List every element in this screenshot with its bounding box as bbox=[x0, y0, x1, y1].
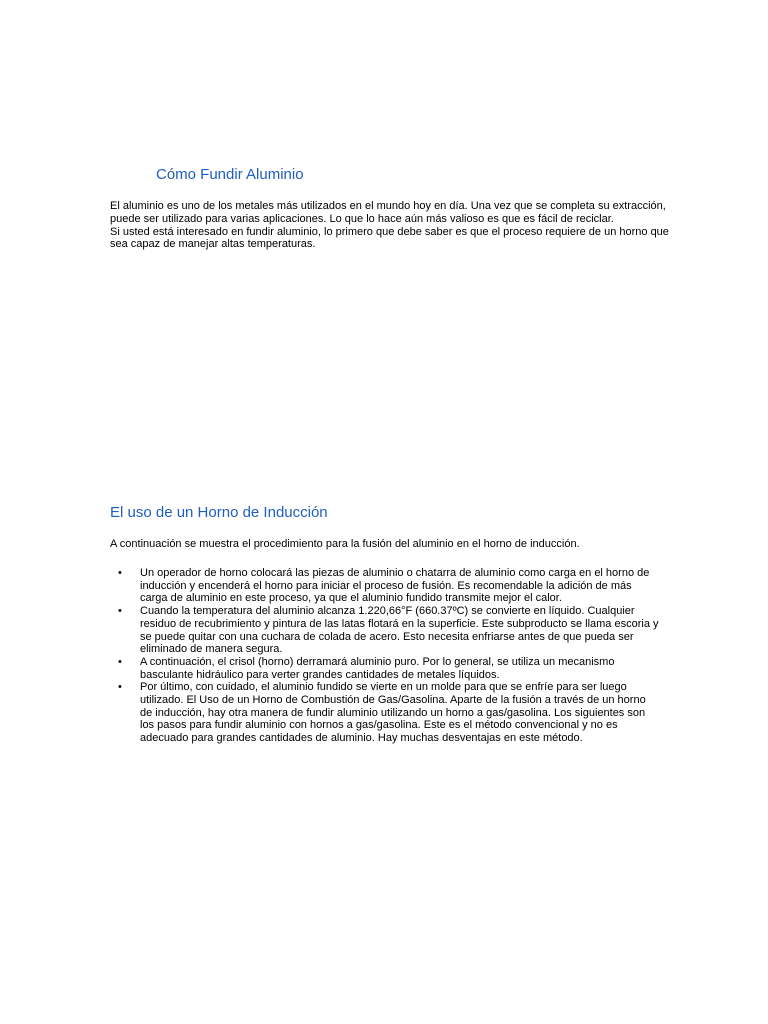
intro-text bbox=[110, 200, 670, 251]
list-item-text: Por último, con cuidado, el aluminio fundido se vierte en un molde para que se enfríe para ser luego utilizado. El Uso de un Horno de Combustión de Gas/Gasolina. Aparte de la fusión a través de un horno de inducción, hay otra manera de fundir aluminio utilizando un horno a gas/gasolina. Los siguientes son los pasos para fundir aluminio con hornos a gas/gasolina. Este es el método convencional y no es adecuado para grandes cantidades de aluminio. Hay muchas desventajas en este método. bbox=[140, 681, 646, 745]
list-item bbox=[110, 656, 660, 681]
procedure-intro: A continuación se muestra el procedimiento para la fusión del aluminio en el horno de inducción. bbox=[110, 538, 580, 550]
heading-horno-de-induccion: El uso de un Horno de Inducción bbox=[110, 504, 328, 521]
intro-paragraph: El aluminio es uno de los metales más utilizados en el mundo hoy en día. Una vez que se completa su extracción, puede ser utilizado para varias aplicaciones. Lo que lo hace aún más valioso es que es fácil de reciclar. bbox=[110, 200, 666, 225]
list-item-text: A continuación, el crisol (horno) derramará aluminio puro. Por lo general, se utiliza un mecanismo basculante hidráulico para verter grandes cantidades de metales líquidos. bbox=[140, 655, 615, 681]
list-item bbox=[110, 605, 660, 656]
bullet-icon: • bbox=[118, 605, 122, 618]
list-item bbox=[110, 567, 660, 605]
list-item-text: Cuando la temperatura del aluminio alcanza 1.220,66°F (660.37ºC) se convierte en líquido. Cualquier residuo de recubrimiento y pintura de las latas flotará en la superficie. Este subproducto se llama escoria y se puede quitar con una cuchara de colada de acero. Esto necesita enfriarse antes de que pueda ser eliminado de manera segura. bbox=[140, 605, 659, 656]
list-item-text: Un operador de horno colocará las piezas de aluminio o chatarra de aluminio como carga en el horno de inducción y encenderá el horno para iniciar el proceso de fusión. Es recomendable la adición de más carga de aluminio en este proceso, ya que el aluminio fundido transmite mejor el calor. bbox=[140, 567, 650, 605]
intro-paragraph: Si usted está interesado en fundir aluminio, lo primero que debe saber es que el proceso requiere de un horno que sea capaz de manejar altas temperaturas. bbox=[110, 225, 669, 251]
list-item bbox=[110, 681, 660, 745]
heading-como-fundir-aluminio: Cómo Fundir Aluminio bbox=[156, 166, 304, 183]
bullet-icon: • bbox=[118, 655, 122, 668]
bullet-icon: • bbox=[118, 681, 122, 694]
bullet-icon: • bbox=[118, 567, 122, 579]
procedure-steps-list bbox=[110, 567, 660, 745]
